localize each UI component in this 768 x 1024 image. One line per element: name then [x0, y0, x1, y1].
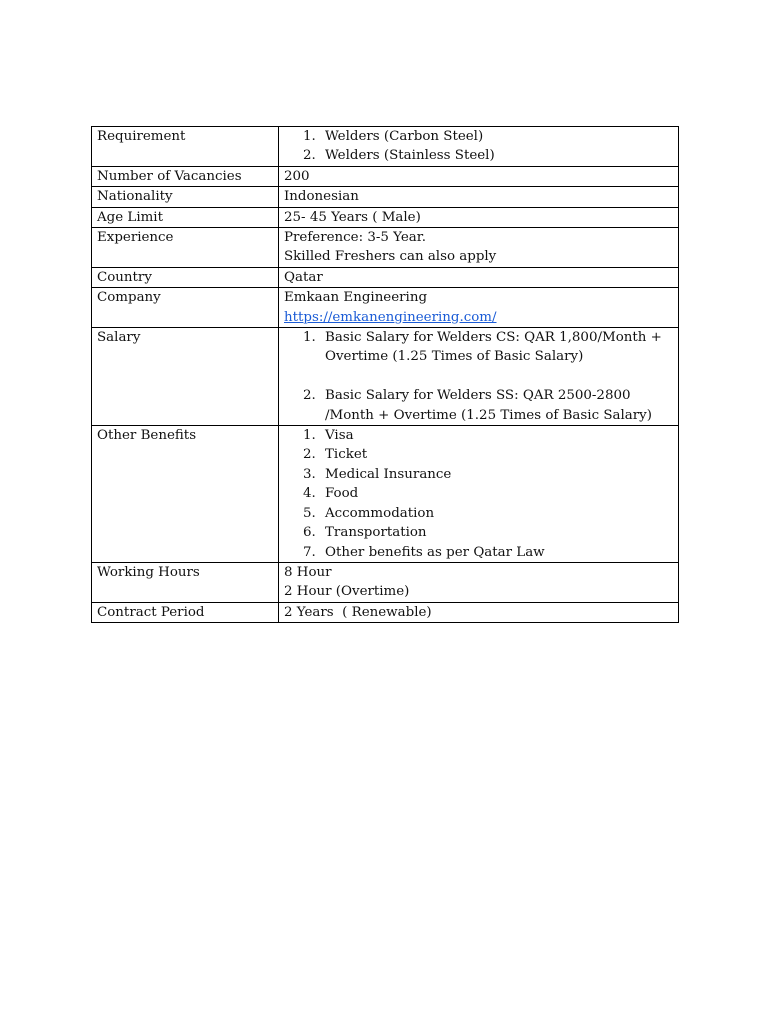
- age-limit-value: 25- 45 Years ( Male): [279, 207, 679, 227]
- benefit-item: Medical Insurance: [325, 466, 452, 482]
- salary-list: [284, 328, 674, 425]
- list-number: 5.: [303, 505, 316, 521]
- requirement-list: [284, 127, 674, 166]
- experience-value: [279, 228, 679, 268]
- list-item: [284, 386, 674, 425]
- list-number: 2.: [303, 388, 316, 404]
- contract-label: Contract Period: [92, 602, 279, 622]
- company-name: Emkaan Engineering: [284, 290, 428, 306]
- row-other-benefits: [92, 426, 679, 563]
- requirement-item: Welders (Carbon Steel): [325, 129, 484, 144]
- working-hours-value: [279, 562, 679, 602]
- list-number: 3.: [303, 466, 316, 482]
- row-nationality: [92, 187, 679, 207]
- list-item: [284, 426, 674, 445]
- benefits-label: Other Benefits: [92, 426, 279, 563]
- list-item: [284, 504, 674, 523]
- list-number: 4.: [303, 486, 316, 502]
- job-details-table: [91, 126, 679, 623]
- benefit-item: Other benefits as per Qatar Law: [325, 544, 545, 560]
- row-age-limit: [92, 207, 679, 227]
- experience-freshers: Skilled Freshers can also apply: [284, 249, 497, 265]
- benefit-item: Ticket: [325, 447, 368, 463]
- benefit-item: Visa: [325, 428, 354, 444]
- row-experience: [92, 228, 679, 268]
- benefits-value: [279, 426, 679, 563]
- working-hours-overtime: 2 Hour (Overtime): [284, 584, 410, 600]
- nationality-value: Indonesian: [279, 187, 679, 207]
- list-number: 6.: [303, 525, 316, 541]
- contract-value: 2 Years ( Renewable): [279, 602, 679, 622]
- requirement-item: Welders (Stainless Steel): [325, 148, 495, 164]
- salary-item-ss: Basic Salary for Welders SS: QAR 2500-2800 /Month + Overtime (1.25 Times of Basic Salary): [325, 388, 652, 423]
- list-number: 2.: [303, 148, 316, 164]
- job-details-sheet: [91, 126, 679, 623]
- list-number: 1.: [303, 428, 316, 444]
- list-item: [284, 465, 674, 484]
- list-number: 1.: [303, 330, 316, 346]
- benefit-item: Food: [325, 486, 359, 502]
- row-working-hours: [92, 562, 679, 602]
- list-number: 2.: [303, 447, 316, 463]
- row-contract-period: [92, 602, 679, 622]
- company-value: [279, 288, 679, 328]
- list-item: [284, 523, 674, 542]
- row-company: [92, 288, 679, 328]
- age-limit-label: Age Limit: [92, 207, 279, 227]
- vacancies-label: Number of Vacancies: [92, 166, 279, 186]
- vacancies-value: 200: [279, 166, 679, 186]
- row-requirement: [92, 127, 679, 167]
- list-item: [284, 445, 674, 464]
- row-country: [92, 267, 679, 287]
- list-number: 1.: [303, 129, 316, 144]
- country-value: Qatar: [279, 267, 679, 287]
- country-label: Country: [92, 267, 279, 287]
- company-label: Company: [92, 288, 279, 328]
- list-item: [284, 127, 674, 146]
- salary-item-cs: Basic Salary for Welders CS: QAR 1,800/Month + Overtime (1.25 Times of Basic Salary): [325, 330, 662, 365]
- working-hours-regular: 8 Hour: [284, 564, 332, 580]
- list-item: [284, 328, 674, 367]
- benefits-list: [284, 426, 674, 562]
- requirement-value: [279, 127, 679, 167]
- list-item: [284, 543, 674, 562]
- salary-value: [279, 328, 679, 426]
- benefit-item: Accommodation: [325, 505, 435, 521]
- benefit-item: Transportation: [325, 525, 427, 541]
- salary-label: Salary: [92, 328, 279, 426]
- row-vacancies: [92, 166, 679, 186]
- list-number: 7.: [303, 544, 316, 560]
- row-salary: [92, 328, 679, 426]
- list-item: [284, 484, 674, 503]
- list-item: [284, 146, 674, 165]
- experience-label: Experience: [92, 228, 279, 268]
- company-website-link[interactable]: https://emkanengineering.com/: [284, 309, 497, 325]
- nationality-label: Nationality: [92, 187, 279, 207]
- working-hours-label: Working Hours: [92, 562, 279, 602]
- experience-preference: Preference: 3-5 Year.: [284, 230, 426, 246]
- requirement-label: Requirement: [92, 127, 279, 167]
